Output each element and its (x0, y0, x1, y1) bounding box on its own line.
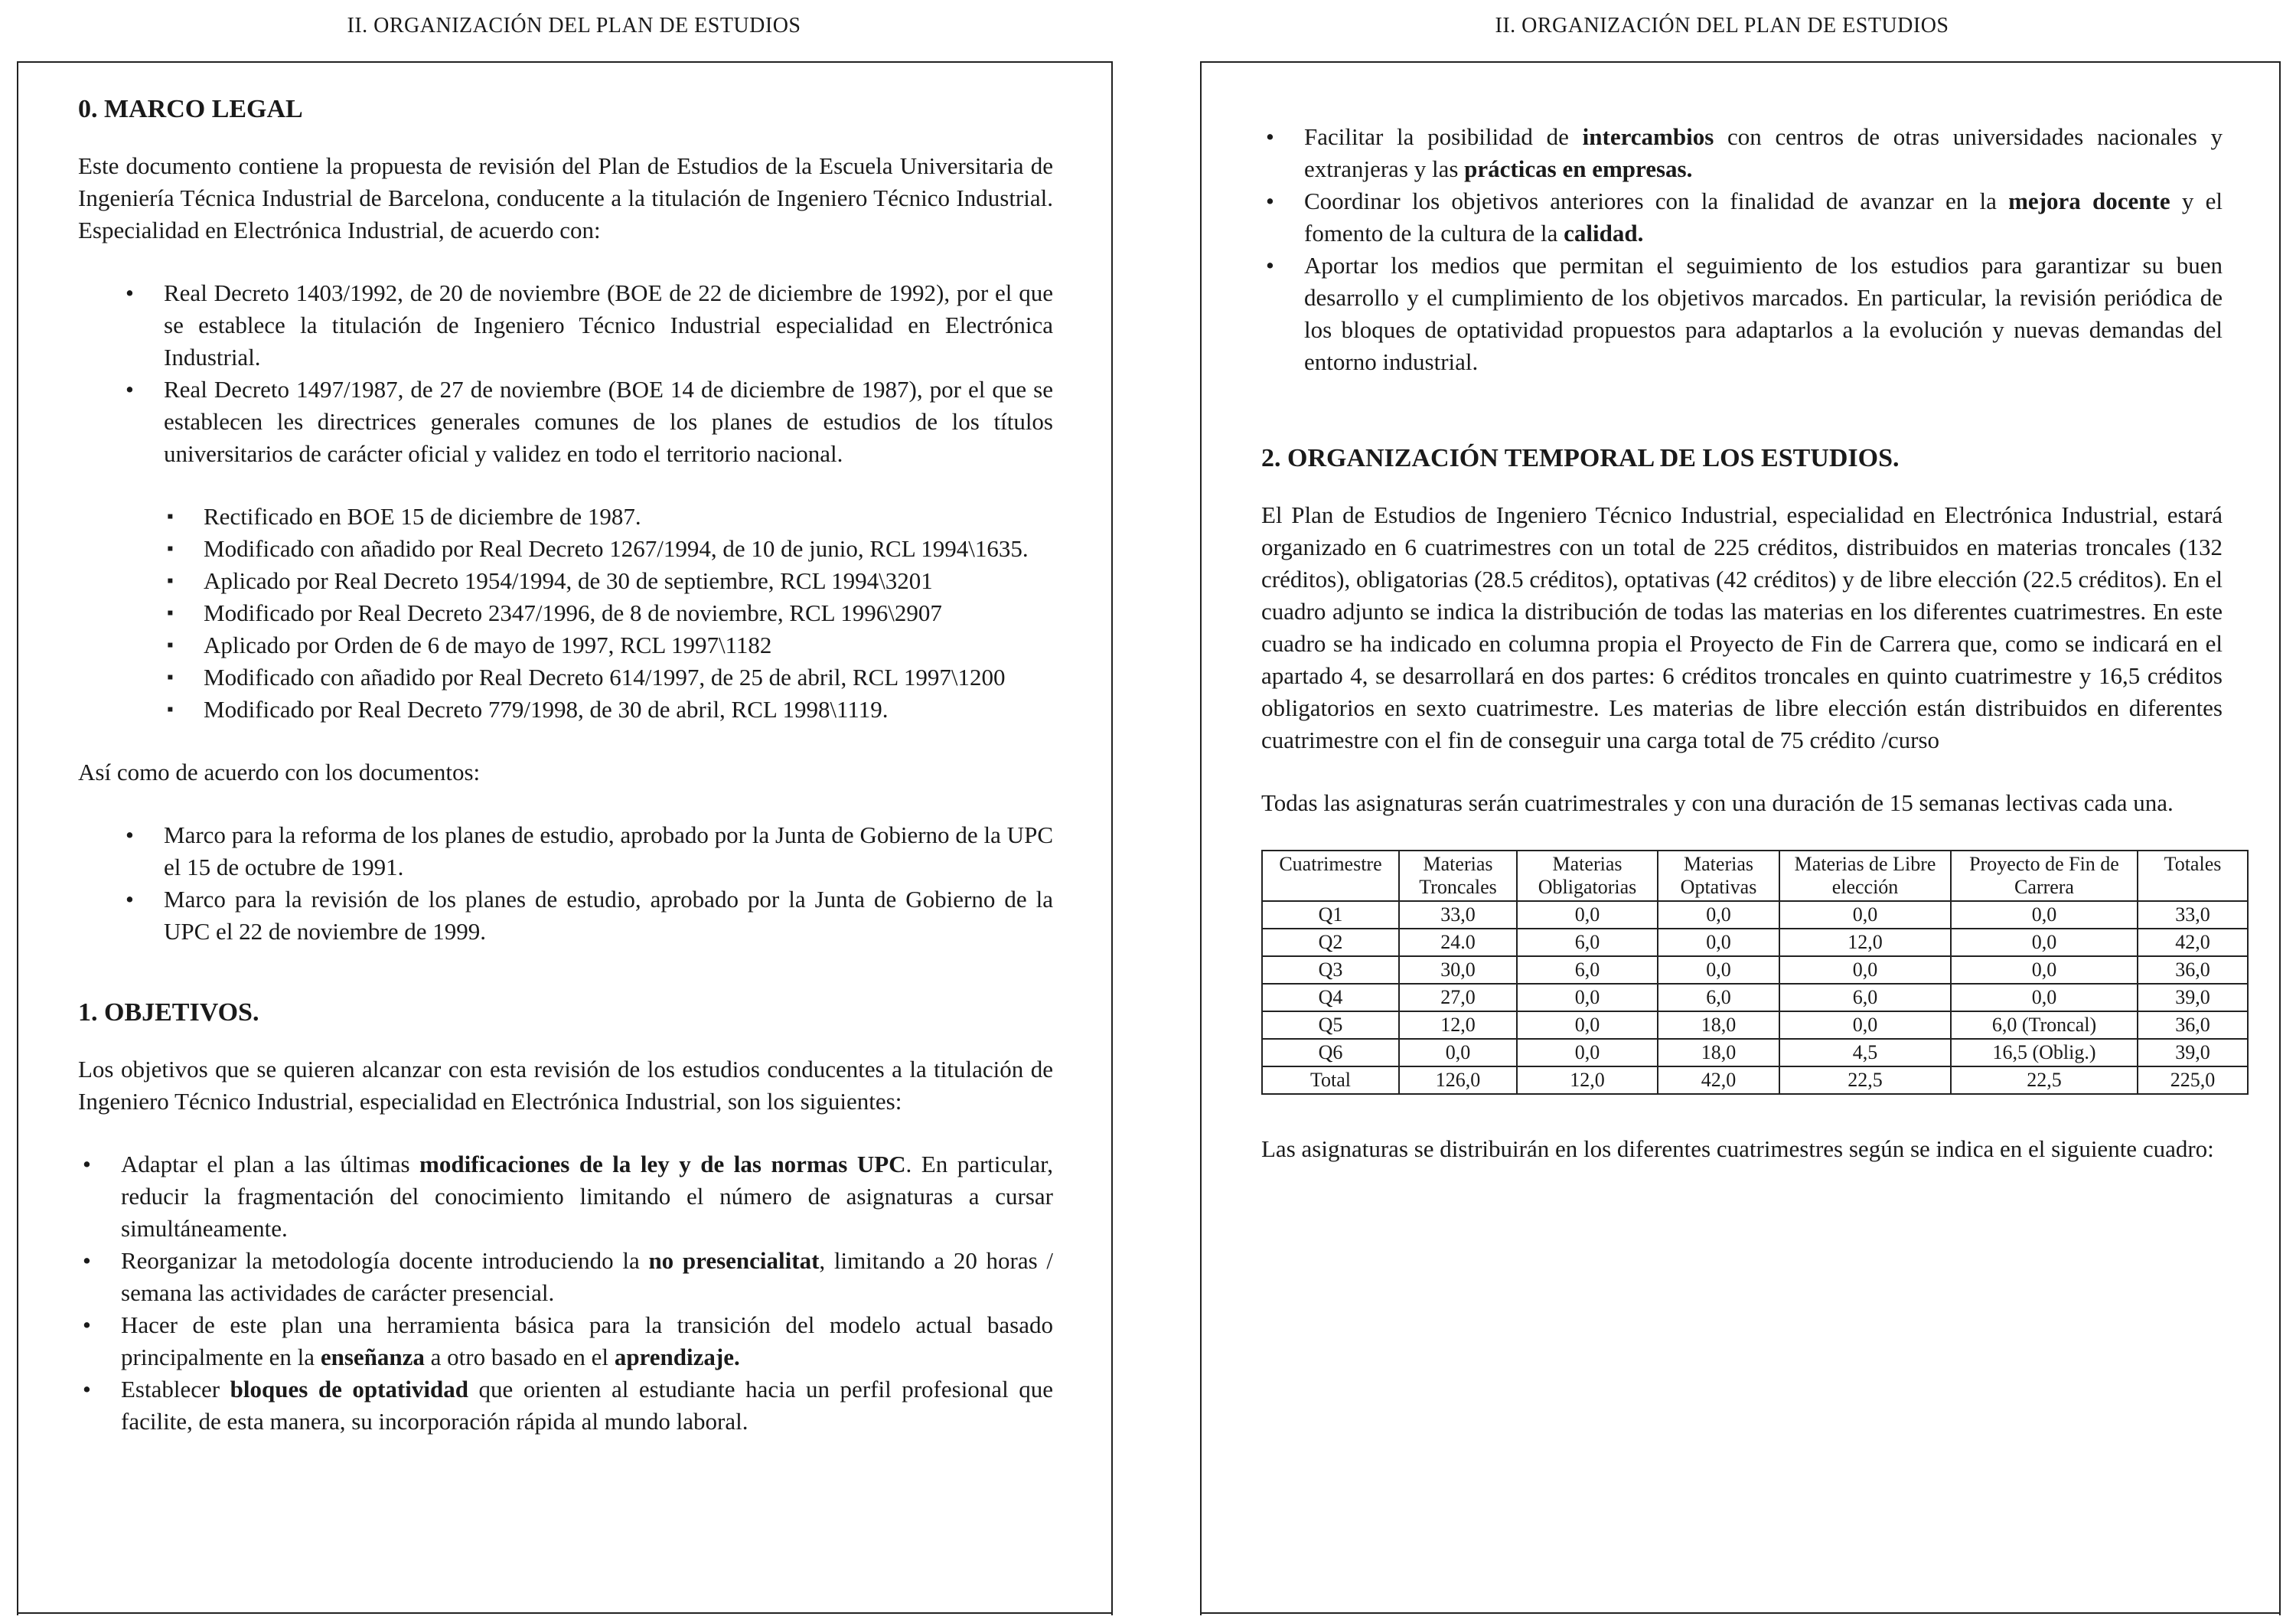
table-cell: 0,0 (1779, 1011, 1951, 1039)
table-cell: Q1 (1262, 901, 1399, 929)
table-cell: 0,0 (1779, 901, 1951, 929)
table-cell: 39,0 (2138, 1039, 2248, 1066)
column-header: Materias de Libre elección (1779, 851, 1951, 901)
table-row (1262, 929, 2248, 956)
left-bottom-rule (17, 1612, 1113, 1614)
table-cell: 4,5 (1779, 1039, 1951, 1066)
table-cell: 22,5 (1951, 1066, 2138, 1094)
list-item: • Marco para la reforma de los planes de estudio, aprobado por la Junta de Gobierno de la UPC el 15 de octubre de 1991. (164, 819, 1053, 883)
list-item: • Establecer bloques de optatividad que orienten al estudiante hacia un perfil profesional que facilite, de esta manera, su incorporación rápida al mundo laboral. (121, 1373, 1053, 1438)
list-item: • Reorganizar la metodología docente introduciendo la no presencialitat, limitando a 20 horas / semana las actividades de carácter presencial. (121, 1245, 1053, 1309)
table-cell: 6,0 (1658, 984, 1779, 1011)
table-cell: 12,0 (1399, 1011, 1517, 1039)
table-cell: Q3 (1262, 956, 1399, 984)
organizacion-paragraph: El Plan de Estudios de Ingeniero Técnico Industrial, especialidad en Electrónica Industrial, estará organizado en 6 cuatrimestres con un total de 225 créditos, distribuidos en materias troncales (132 créditos), obligatorias (28.5 créditos), optativas (42 créditos) y de libre elección (22.5 créditos). En el cuadro adjunto se indica la distribución de todas las materias en los diferentes cuatrimestres. En este cuadro se ha indicado en columna propia el Proyecto de Fin de Carrera que, como se indicará en el apartado 4, se desarrollará en dos partes: 6 créditos troncales en quinto cuatrimestre y 16,5 créditos obligatorios en sexto cuatrimestre. Les materias de libre elección están distribuidos en diferentes cuatrimestre con el fin de conseguir una carga total de 75 crédito /curso (1261, 501, 2223, 753)
list-item: ▪ Aplicado por Orden de 6 de mayo de 1997, RCL 1997\1182 (204, 629, 1053, 661)
table-cell: 0,0 (1951, 901, 2138, 929)
table-cell: Q5 (1262, 1011, 1399, 1039)
table-cell: 0,0 (1658, 956, 1779, 984)
table-row (1262, 956, 2248, 984)
table-cell: Q6 (1262, 1039, 1399, 1066)
left-page-content (78, 93, 1053, 1468)
table-cell: 0,0 (1658, 929, 1779, 956)
table-cell: 225,0 (2138, 1066, 2248, 1094)
table-cell: 0,0 (1779, 956, 1951, 984)
table-cell: 0,0 (1951, 929, 2138, 956)
table-cell: 6,0 (1517, 929, 1658, 956)
table-cell: 6,0 (1517, 956, 1658, 984)
closing-paragraph: Las asignaturas se distribuirán en los diferentes cuatrimestres según se indica en el siguiente cuadro: (1261, 1135, 2214, 1162)
right-page (1148, 0, 2296, 1623)
table-cell: 126,0 (1399, 1066, 1517, 1094)
running-head-left: II. ORGANIZACIÓN DEL PLAN DE ESTUDIOS (347, 14, 801, 38)
right-bottom-rule (1200, 1612, 2281, 1614)
table-cell: 6,0 (1779, 984, 1951, 1011)
table-cell: Total (1262, 1066, 1399, 1094)
decree-list (118, 277, 1053, 470)
table-cell: 16,5 (Oblig.) (1951, 1039, 2138, 1066)
table-cell: 33,0 (1399, 901, 1517, 929)
table-cell: 12,0 (1779, 929, 1951, 956)
objetivos-list-continued (1261, 121, 2223, 378)
table-cell: 36,0 (2138, 956, 2248, 984)
list-item: ▪ Modificado con añadido por Real Decreto 614/1997, de 25 de abril, RCL 1997\1200 (204, 661, 1053, 694)
column-header: Materias Obligatorias (1517, 851, 1658, 901)
intro-paragraph: Este documento contiene la propuesta de revisión del Plan de Estudios de la Escuela Universitaria de Ingeniería Técnica Industrial de Barcelona, conducente a la titulación de Ingeniero Técnico Industrial. Especialidad en Electrónica Industrial, de acuerdo con: (78, 152, 1053, 243)
table-cell: 42,0 (2138, 929, 2248, 956)
list-item: • Adaptar el plan a las últimas modificaciones de la ley y de las normas UPC. En particular, reducir la fragmentación del conocimiento limitando el número de asignaturas a cursar simultáneamente. (121, 1148, 1053, 1245)
table-cell: 39,0 (2138, 984, 2248, 1011)
section-title-organizacion: 2. ORGANIZACIÓN TEMPORAL DE LOS ESTUDIOS. (1261, 444, 1900, 472)
table-cell: 22,5 (1779, 1066, 1951, 1094)
list-item: ▪ Aplicado por Real Decreto 1954/1994, de 30 de septiembre, RCL 1994\3201 (204, 565, 1053, 597)
column-header: Materias Optativas (1658, 851, 1779, 901)
table-cell: 12,0 (1517, 1066, 1658, 1094)
list-item: • Aportar los medios que permitan el seguimiento de los estudios para garantizar su buen desarrollo y el cumplimiento de los objetivos marcados. En particular, la revisión periódica de los bloques de optatividad propuestos para adaptarlos a la evolución y nuevas demandas del entorno industrial. (1304, 250, 2223, 378)
table-cell: 18,0 (1658, 1011, 1779, 1039)
list-item: • Coordinar los objetivos anteriores con la finalidad de avanzar en la mejora docente y el fomento de la cultura de la calidad. (1304, 185, 2223, 250)
table-cell: 30,0 (1399, 956, 1517, 984)
table-row (1262, 1039, 2248, 1066)
column-header: Totales (2138, 851, 2248, 901)
section-title-marco-legal: 0. MARCO LEGAL (78, 95, 303, 123)
column-header: Materias Troncales (1399, 851, 1517, 901)
table-cell: 0,0 (1517, 1011, 1658, 1039)
table-cell: 0,0 (1517, 901, 1658, 929)
table-header-row (1262, 851, 2248, 901)
right-page-content (1261, 121, 2223, 1196)
table-cell: 24.0 (1399, 929, 1517, 956)
list-item: • Hacer de este plan una herramienta básica para la transición del modelo actual basado principalmente en la enseñanza a otro basado en el aprendizaje. (121, 1309, 1053, 1373)
table-row (1262, 901, 2248, 929)
running-head-right: II. ORGANIZACIÓN DEL PLAN DE ESTUDIOS (1495, 14, 1949, 38)
table-cell: 0,0 (1517, 984, 1658, 1011)
list-item: • Real Decreto 1497/1987, de 27 de noviembre (BOE 14 de diciembre de 1987), por el que se establecen les directrices generales comunes de los planes de estudios de los títulos universitarios de carácter oficial y validez en todo el territorio nacional. (164, 374, 1053, 470)
table-cell: 42,0 (1658, 1066, 1779, 1094)
list-item: ▪ Rectificado en BOE 15 de diciembre de 1987. (204, 501, 1053, 533)
documents-list (118, 819, 1053, 948)
table-cell: Q2 (1262, 929, 1399, 956)
list-item: ▪ Modificado por Real Decreto 779/1998, de 30 de abril, RCL 1998\1119. (204, 694, 1053, 726)
documents-intro: Así como de acuerdo con los documentos: (78, 759, 481, 785)
section-title-objetivos: 1. OBJETIVOS. (78, 998, 259, 1027)
column-header: Cuatrimestre (1262, 851, 1399, 901)
table-cell: 33,0 (2138, 901, 2248, 929)
table-cell: 0,0 (1951, 956, 2138, 984)
table-cell: 0,0 (1517, 1039, 1658, 1066)
column-header: Proyecto de Fin de Carrera (1951, 851, 2138, 901)
table-cell: 36,0 (2138, 1011, 2248, 1039)
table-cell: 0,0 (1951, 984, 2138, 1011)
table-row-total (1262, 1066, 2248, 1094)
objetivos-list (78, 1148, 1053, 1438)
table-cell: 6,0 (Troncal) (1951, 1011, 2138, 1039)
list-item: • Real Decreto 1403/1992, de 20 de noviembre (BOE de 22 de diciembre de 1992), por el que se establece la titulación de Ingeniero Técnico Industrial especialidad en Electrónica Industrial. (164, 277, 1053, 374)
duracion-paragraph: Todas las asignaturas serán cuatrimestrales y con una duración de 15 semanas lectivas cada una. (1261, 789, 2174, 816)
objetivos-intro: Los objetivos que se quieren alcanzar con esta revisión de los estudios conducentes a la titulación de Ingeniero Técnico Industrial, especialidad en Electrónica Industrial, son los siguientes: (78, 1056, 1053, 1115)
list-item: • Marco para la revisión de los planes de estudio, aprobado por la Junta de Gobierno de la UPC el 22 de noviembre de 1999. (164, 883, 1053, 948)
table-row (1262, 984, 2248, 1011)
list-item: • Facilitar la posibilidad de intercambios con centros de otras universidades nacionales y extranjeras y las prácticas en empresas. (1304, 121, 2223, 185)
modification-list (118, 501, 1053, 726)
table-cell: 27,0 (1399, 984, 1517, 1011)
credits-table (1261, 850, 2249, 1095)
list-item: ▪ Modificado con añadido por Real Decreto 1267/1994, de 10 de junio, RCL 1994\1635. (204, 533, 1053, 565)
list-item: ▪ Modificado por Real Decreto 2347/1996, de 8 de noviembre, RCL 1996\2907 (204, 597, 1053, 629)
table-row (1262, 1011, 2248, 1039)
table-cell: 18,0 (1658, 1039, 1779, 1066)
table-cell: 0,0 (1658, 901, 1779, 929)
table-cell: 0,0 (1399, 1039, 1517, 1066)
table-cell: Q4 (1262, 984, 1399, 1011)
